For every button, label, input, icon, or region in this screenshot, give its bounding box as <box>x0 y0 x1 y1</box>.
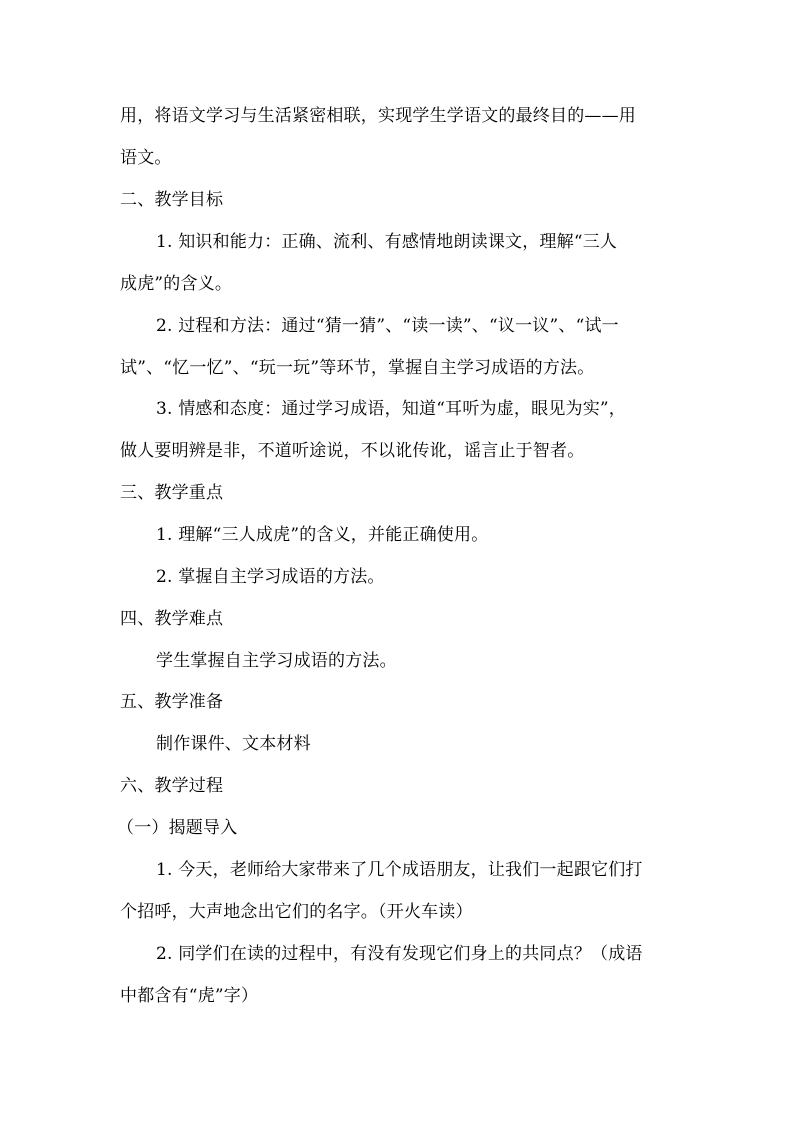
section-heading: 五、教学准备 <box>120 692 224 712</box>
paragraph-line: 2. 过程和方法：通过“猜一猜”、“读一读”、“议一议”、“试一 <box>156 316 619 336</box>
paragraph-line: 个招呼，大声地念出它们的名字。（开火车读） <box>120 902 473 922</box>
paragraph-line: 试”、“忆一忆”、“玩一玩”等环节，掌握自主学习成语的方法。 <box>120 358 595 378</box>
paragraph-line: 中都含有“虎”字） <box>120 986 259 1006</box>
paragraph-line: 1. 今天，老师给大家带来了几个成语朋友，让我们一起跟它们打 <box>156 860 643 880</box>
paragraph-line: 2. 同学们在读的过程中，有没有发现它们身上的共同点？（成语 <box>156 944 643 964</box>
paragraph-line: 做人要明辨是非，不道听途说，不以讹传讹，谣言止于智者。 <box>120 441 585 461</box>
paragraph-line: 用，将语文学习与生活紧密相联，实现学生学语文的最终目的——用 <box>120 106 636 126</box>
paragraph-line: 1. 理解“三人成虎”的含义，并能正确使用。 <box>156 525 489 545</box>
section-heading: 四、教学难点 <box>120 609 224 629</box>
paragraph-line: 3. 情感和态度：通过学习成语，知道“耳听为虚，眼见为实”， <box>156 399 627 419</box>
paragraph-line: 学生掌握自主学习成语的方法。 <box>156 651 397 671</box>
paragraph-line: 语文。 <box>120 148 172 168</box>
subsection-heading: （一）揭题导入 <box>117 818 238 838</box>
section-heading: 六、教学过程 <box>120 776 224 796</box>
paragraph-line: 制作课件、文本材料 <box>156 734 311 754</box>
paragraph-line: 2. 掌握自主学习成语的方法。 <box>156 567 385 587</box>
paragraph-line: 1. 知识和能力：正确、流利、有感情地朗读课文，理解“三人 <box>156 232 618 252</box>
section-heading: 三、教学重点 <box>120 483 224 503</box>
paragraph-line: 成虎”的含义。 <box>120 274 233 294</box>
section-heading: 二、教学目标 <box>120 190 224 210</box>
